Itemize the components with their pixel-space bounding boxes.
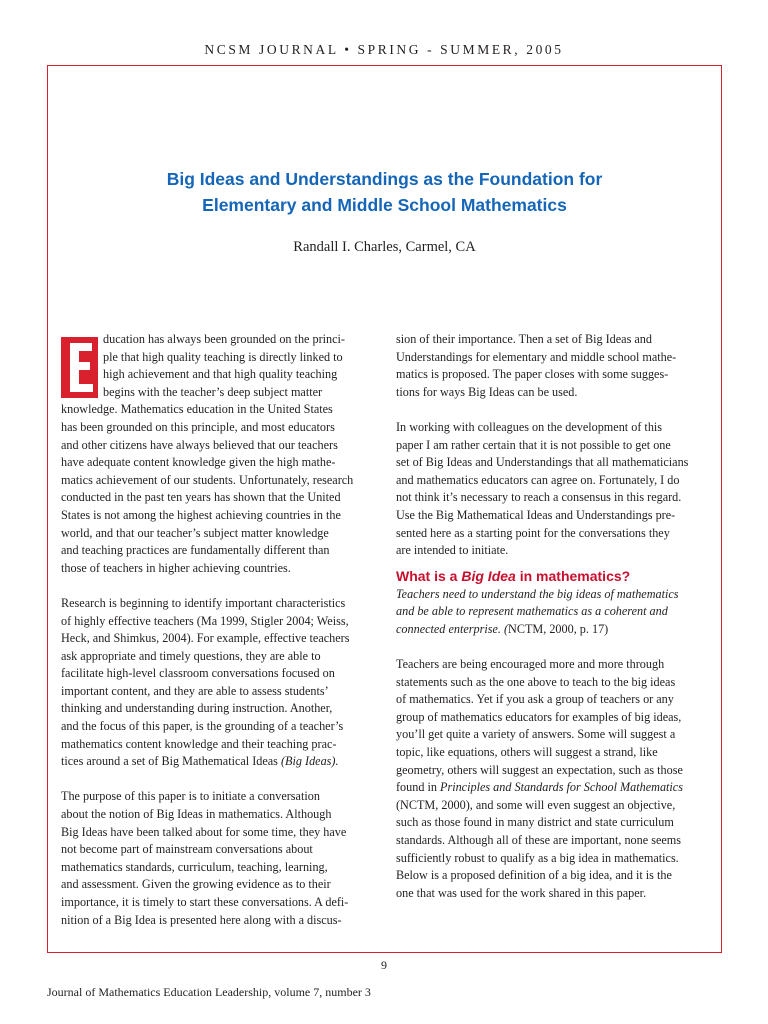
text-line: about the notion of Big Ideas in mathematics. Although (61, 807, 332, 822)
text-line: one that was used for the work shared in this paper. (396, 885, 647, 900)
principles-standards-italic: Principles and Standards for School Mathematics (440, 780, 683, 795)
text-line: not think it’s necessary to reach a consensus in this regard. (396, 490, 682, 505)
text-line: sented here as a starting point for the conversations they (396, 525, 670, 540)
text-line: Heck, and Shimkus, 2004). For example, effective teachers (61, 631, 350, 646)
text-line: importance, it is timely to start these conversations. A defi- (61, 895, 349, 909)
text-line: geometry, others will suggest an expectation, such as those (396, 762, 683, 777)
title-line-1: Big Ideas and Understandings as the Foundation for (166, 169, 603, 189)
drop-cap-text: E (61, 337, 62, 338)
paragraph-intro (61, 331, 374, 577)
text-line: mathematics content knowledge and their teaching prac- (61, 736, 337, 751)
nctm-quote (396, 586, 708, 639)
text-line: Teachers need to understand the big ideas of mathematics (396, 586, 679, 601)
text-line: ask appropriate and timely questions, they are able to (61, 648, 321, 663)
text-line: paper I am rather certain that it is not possible to get one (396, 437, 671, 452)
text-line: begins with the teacher’s deep subject matter (103, 384, 323, 399)
right-column (396, 331, 708, 902)
text-line: tions for ways Big Ideas can be used. (396, 384, 578, 399)
text-line: ducation has always been grounded on the princi- (103, 332, 345, 346)
text-line: nition of a Big Idea is presented here along with a discus- (61, 912, 342, 927)
text-line: knowledge. Mathematics education in the United States (61, 402, 333, 417)
paragraph-purpose (61, 788, 374, 929)
text-line: of highly effective teachers (Ma 1999, Stigler 2004; Weiss, (61, 613, 349, 628)
page-number: 9 (381, 958, 387, 972)
text-line: those of teachers in higher achieving countries. (61, 560, 291, 575)
text-line: you’ll get quite a variety of answers. Some will suggest a (396, 727, 676, 742)
text-line: and assessment. Given the growing evidence as to their (61, 877, 331, 892)
text-line: have adequate content knowledge given the high mathe- (61, 455, 336, 470)
text-line: of mathematics. Yet if you ask a group of teachers or any (396, 692, 674, 707)
text-line: tices around a set of Big Mathematical Ideas (Big Ideas). (61, 754, 339, 769)
text-line: The purpose of this paper is to initiate a conversation (61, 789, 320, 804)
text-line: important content, and they are able to assess students’ (61, 683, 329, 698)
quote-citation: NCTM, 2000, p. 17) (508, 621, 609, 636)
title-line-2: Elementary and Middle School Mathematics (202, 195, 567, 215)
big-ideas-italic: (Big Ideas). (280, 754, 339, 769)
paragraph-teachers (396, 656, 708, 902)
article-title (47, 166, 722, 218)
text-line: matics achievement of our students. Unfortunately, research (61, 472, 354, 487)
text-line: sufficiently robust to qualify as a big idea in mathematics. (396, 850, 679, 865)
left-column (61, 331, 374, 929)
text-line: are intended to initiate. (396, 543, 509, 558)
text-line: mathematics standards, curriculum, teaching, learning, (61, 859, 328, 874)
author-line: Randall I. Charles, Carmel, CA (293, 239, 476, 255)
text-line: conducted in the past ten years has shown that the United (61, 490, 341, 505)
text-line: found in Principles and Standards for School Mathematics (396, 780, 683, 795)
text-line: In working with colleagues on the development of this (396, 419, 663, 434)
running-head: NCSM JOURNAL • SPRING - SUMMER, 2005 (204, 42, 564, 57)
text-line: Below is a proposed definition of a big idea, and it is the (396, 868, 672, 883)
paragraph-colleagues (396, 419, 708, 560)
text-line: Understandings for elementary and middle school mathe- (396, 349, 677, 364)
text-line: world, and that our teacher’s subject matter knowledge (61, 525, 329, 540)
text-line: topic, like equations, others will suggest a strand, like (396, 745, 658, 760)
text-line: has been grounded on this principle, and most educators (61, 419, 335, 434)
text-line: and mathematics educators can agree on. Fortunately, I do (396, 472, 680, 487)
text-line: not become part of mainstream conversations about (61, 842, 313, 857)
text-line: connected enterprise. (NCTM, 2000, p. 17) (396, 621, 609, 636)
text-line: such as those found in many district and state curriculum (396, 815, 674, 830)
paragraph-research (61, 595, 374, 771)
section-heading: What is a Big Idea in mathematics? (396, 567, 631, 584)
journal-footer: Journal of Mathematics Education Leadership, volume 7, number 3 (47, 985, 371, 999)
text-line: matics is proposed. The paper closes with some sugges- (396, 367, 669, 382)
text-line: ple that high quality teaching is directly linked to (103, 349, 343, 364)
text-line: facilitate high-level classroom conversations focused on (61, 666, 335, 681)
text-line: statements such as the one above to teach to the big ideas (396, 674, 676, 689)
text-line: and teaching practices are fundamentally different than (61, 543, 330, 558)
text-line: thinking and understanding during instruction. Another, (61, 701, 333, 716)
text-line: Research is beginning to identify important characteristics (61, 595, 346, 610)
text-line: Teachers are being encouraged more and more through (396, 657, 665, 672)
text-line: sion of their importance. Then a set of Big Ideas and (396, 332, 652, 346)
text-line: standards. Although all of these are important, none seems (396, 833, 681, 848)
text-line: Use the Big Mathematical Ideas and Understandings pre- (396, 507, 676, 522)
text-line: States is not among the highest achieving countries in the (61, 507, 341, 522)
text-line: high achievement and that high quality teaching (103, 367, 338, 382)
text-line: and the focus of this paper, is the grounding of a teacher’s (61, 719, 344, 734)
paragraph-continuation (396, 331, 708, 401)
text-line: and be able to represent mathematics as a coherent and (396, 604, 668, 619)
text-line: (NCTM, 2000), and some will even suggest an objective, (396, 797, 676, 812)
text-line: Big Ideas have been talked about for some time, they have (61, 824, 347, 839)
text-line: group of mathematics educators for examples of big ideas, (396, 709, 682, 724)
text-line: and other citizens have always believed that our teachers (61, 437, 338, 452)
text-line: set of Big Ideas and Understandings that all mathematicians (396, 455, 689, 470)
